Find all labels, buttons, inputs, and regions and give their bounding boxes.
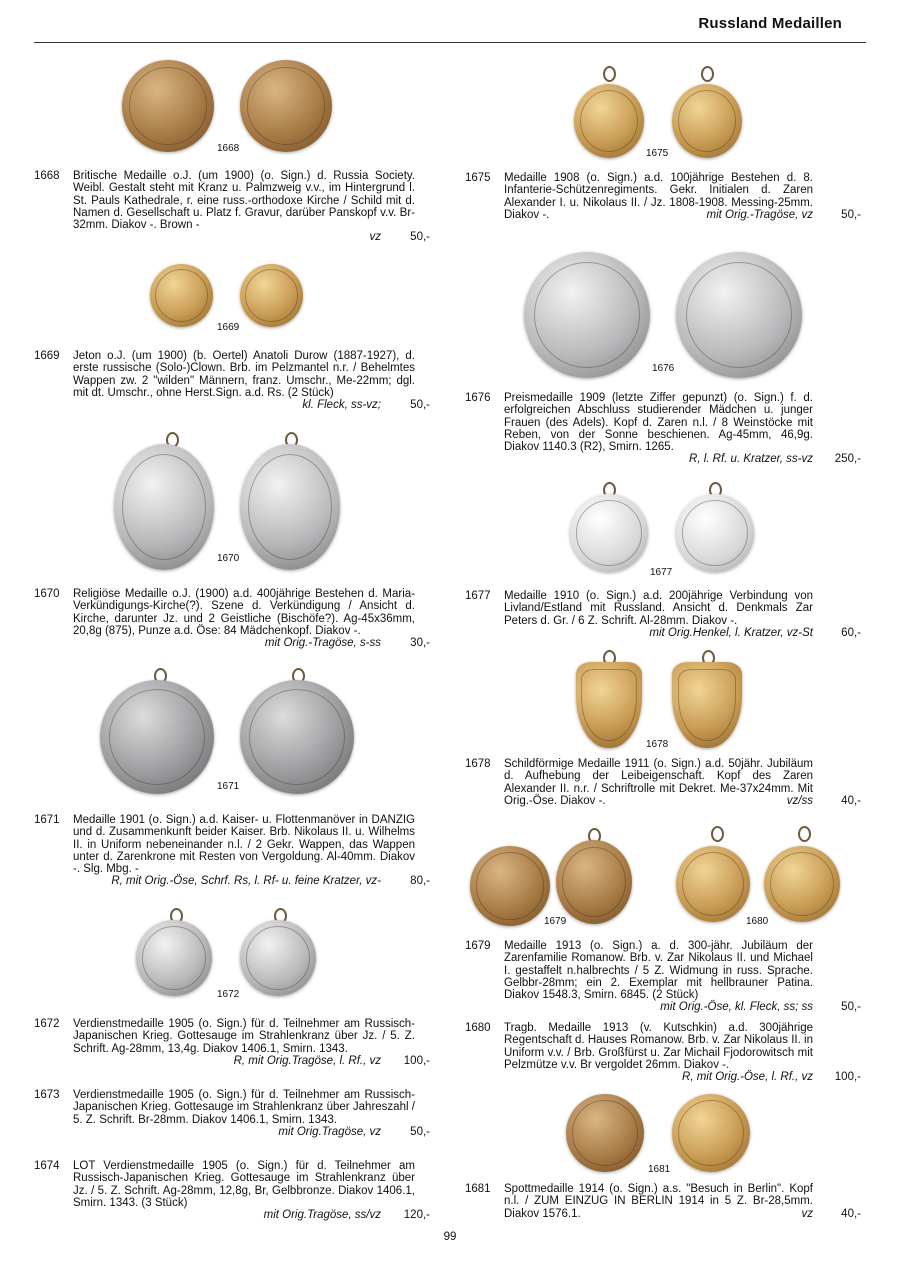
lot-number: 1676 xyxy=(465,392,491,404)
lot-number: 1671 xyxy=(34,814,60,826)
lot-description: Tragb. Medaille 1913 (v. Kutschkin) a.d. 300jährige Regentschaft d. Hauses Romanow. Brb. v. Zar Nikolaus II. in Uniform v.v. / Brb. Großfürst u. Zar Michail Fjodorowitsch mit Pelzmütze v.v. Br vergoldet 26mm. Diakov -. xyxy=(504,1022,813,1071)
lot-description: Verdienstmedaille 1905 (o. Sign.) für d. Teilnehmer am Russisch-Japanischen Krieg. Gottesauge im Strahlenkranz über Jahreszahl / 5. Z. Schrift. Br-28mm. Diakov 1406.1, Smirn. 1343. xyxy=(73,1089,415,1126)
lot-grade: mit Orig.Henkel, l. Kratzer, vz-St xyxy=(649,627,813,639)
lot-number: 1673 xyxy=(34,1089,60,1101)
lot-number: 1674 xyxy=(34,1160,60,1172)
medal-obverse xyxy=(122,60,214,152)
lot-image-label: 1679 xyxy=(544,916,567,927)
lot-image-label: 1680 xyxy=(746,916,769,927)
lot-description: Medaille 1901 (o. Sign.) a.d. Kaiser- u. Flottenmanöver in DANZIG und d. Zusammenkunft beider Kaiser. Brb. Nikolaus II. u. Wilhelms II. in Uniform nebeneinander n.l. / 2 Gekr. Wappen, das Wappen unter d. Zarenkrone mit Resten von Vergoldung. Al-40mm. Diakov -. Slg. Mbg. - xyxy=(73,814,415,876)
lot-grade: R, l. Rf. u. Kratzer, ss-vz xyxy=(689,453,813,465)
lot-description: Jeton o.J. (um 1900) (b. Oertel) Anatoli Durow (1887-1927), d. erste russische (Solo-)Clown. Brb. im Pelzmantel n.r. / Behelmtes Wappen zw. 2 "wilden" Männern, franz. Umschr., Me-22mm; dgl. mit dt. Umschr., ohne Herst.Sign. a.d. Rs. (2 Stück) xyxy=(73,350,415,399)
lot-price: 50,- xyxy=(410,1126,430,1138)
medal-reverse xyxy=(240,264,303,327)
lot-grade: mit Orig.-Tragöse, vz xyxy=(706,209,813,221)
lot-entry-1677 xyxy=(465,590,861,642)
lot-description: Verdienstmedaille 1905 (o. Sign.) für d. Teilnehmer am Russisch-Japanischen Krieg. Gottesauge im Strahlenkranz über Jz. / 5. Z. Schrift. Ag-28mm, 13,4g. Diakov 1406.1, Smirn. 1343. xyxy=(73,1018,415,1055)
lot-image-label: 1676 xyxy=(652,363,675,374)
medal-reverse xyxy=(672,84,742,158)
lot-entry-1672 xyxy=(34,1018,430,1070)
lot-number: 1675 xyxy=(465,172,491,184)
medal-reverse xyxy=(556,840,632,924)
lot-entry-1669 xyxy=(34,350,430,414)
lot-grade: R, mit Orig.-Öse, l. Rf., vz xyxy=(682,1071,813,1083)
lot-entry-1670 xyxy=(34,588,430,652)
lot-description: Spottmedaille 1914 (o. Sign.) a.s. "Besuch in Berlin". Kopf n.l. / ZUM EINZUG IN BERLIN 1914 in 5 Z. Br-28,5mm. Diakov 1576.1. xyxy=(504,1183,813,1220)
lot-entry-1676 xyxy=(465,392,861,468)
lot-entry-1673 xyxy=(34,1089,430,1141)
lot-entry-1675 xyxy=(465,172,861,224)
lot-description: LOT Verdienstmedaille 1905 (o. Sign.) für d. Teilnehmer am Russisch-Japanischen Krieg. Gottesauge im Strahlenkranz über Jz. / 5. Z. Schrift. Ag-28mm, 12,8g, Br, Gelbbronze. Diakov 1406.1, Smirn. 1343. (3 Stück) xyxy=(73,1160,415,1209)
lot-grade: mit Orig.-Öse, kl. Fleck, ss; ss xyxy=(660,1001,813,1013)
lot-grade: vz xyxy=(369,231,381,243)
eyelet-icon xyxy=(798,826,811,842)
lot-description: Medaille 1910 (o. Sign.) a.d. 200jährige Verbindung von Livland/Estland mit Russland. Ansicht d. Denkmals Zar Peters d. Gr. / 6 Z. Schrift. Al-28mm. Diakov -. xyxy=(504,590,813,627)
medal-obverse xyxy=(100,680,214,794)
lot-number: 1668 xyxy=(34,170,60,182)
lot-price: 50,- xyxy=(410,399,430,411)
lot-entry-1679 xyxy=(465,940,861,1016)
eyelet-icon xyxy=(711,826,724,842)
medal-obverse xyxy=(576,662,642,748)
lot-entry-1668 xyxy=(34,170,430,245)
medal-obverse xyxy=(470,846,550,926)
lot-description: Preismedaille 1909 (letzte Ziffer gepunzt) (o. Sign.) f. d. erfolgreichen Abschluss studierender Mädchen u. junger Frauen (des Adels). Kopf d. Zaren n.l. / 8 Weinstöcke mit Reben, von der Sonne beschienen. Ag-45mm, 46,9g. Diakov 1140.3 (R2), Smirn. 1265. xyxy=(504,392,813,454)
lot-description: Britische Medaille o.J. (um 1900) (o. Sign.) d. Russia Society. Weibl. Gestalt steht mit Kranz u. Palmzweig v.v., im Hintergrund l. St. Pauls Kathedrale, r. eine russ.-orthodoxe Kirche / Schild mit d. Namen d. Gesellschaft u. Platz f. Gravur, darüber Panskopf v.v. Br-32mm. Diakov -. Brown - xyxy=(73,170,415,232)
lot-image-label: 1678 xyxy=(646,739,669,750)
lot-entry-1678 xyxy=(465,758,861,810)
lot-grade: kl. Fleck, ss-vz; xyxy=(302,399,381,411)
lot-image-label: 1677 xyxy=(650,567,673,578)
medal-reverse xyxy=(676,252,802,378)
lot-number: 1677 xyxy=(465,590,491,602)
lot-entry-1680 xyxy=(465,1022,861,1086)
lot-entry-1671 xyxy=(34,814,430,890)
medal-obverse xyxy=(524,252,650,378)
lot-price: 30,- xyxy=(410,637,430,649)
lot-image-label: 1670 xyxy=(217,553,240,564)
lot-price: 60,- xyxy=(841,627,861,639)
medal-obverse xyxy=(150,264,213,327)
lot-entry-1674 xyxy=(34,1160,430,1224)
medal-reverse xyxy=(240,444,340,570)
medal-reverse xyxy=(240,60,332,152)
eyelet-icon xyxy=(701,66,714,82)
lot-grade: vz/ss xyxy=(786,795,813,807)
lot-price: 40,- xyxy=(841,795,861,807)
lot-price: 50,- xyxy=(410,231,430,243)
medal-obverse xyxy=(676,846,750,922)
lot-price: 100,- xyxy=(403,1055,430,1067)
lot-grade: mit Orig.Tragöse, ss/vz xyxy=(263,1209,381,1221)
lot-description: Medaille 1908 (o. Sign.) a.d. 100jährige Bestehen d. 8. Infanterie-Schützenregiments. Gekr. Initialen d. Zaren Alexander I. u. Nikolaus II. / Jz. 1808-1908. Messing-25mm. Diakov -. xyxy=(504,172,813,221)
lot-grade: R, mit Orig.-Öse, Schrf. Rs, l. Rf- u. feine Kratzer, vz- xyxy=(111,875,381,887)
lot-image-label: 1675 xyxy=(646,148,669,159)
lot-price: 120,- xyxy=(403,1209,430,1221)
lot-image-label: 1672 xyxy=(217,989,240,1000)
medal-reverse xyxy=(672,1094,750,1172)
lot-grade: mit Orig.-Tragöse, s-ss xyxy=(264,637,381,649)
lot-number: 1669 xyxy=(34,350,60,362)
lot-number: 1672 xyxy=(34,1018,60,1030)
lot-price: 50,- xyxy=(841,209,861,221)
lot-price: 50,- xyxy=(841,1001,861,1013)
lot-grade: vz xyxy=(801,1208,813,1220)
lot-number: 1670 xyxy=(34,588,60,600)
lot-image-label: 1671 xyxy=(217,781,240,792)
lot-grade: R, mit Orig.Tragöse, l. Rf., vz xyxy=(233,1055,381,1067)
lot-price: 250,- xyxy=(834,453,861,465)
lot-grade: mit Orig.Tragöse, vz xyxy=(278,1126,381,1138)
lot-description: Medaille 1913 (o. Sign.) a. d. 300-jähr. Jubiläum der Zarenfamilie Romanow. Brb. v. Zar Nikolaus II. und Michael I. gestaffelt n.halbrechts / 5 Z. Widmung in russ. Sprache. Gelbbr-28mm; ein 2. Exemplar mit hellbrauner Patina. Diakov 1548.3, Smirn. 6845. (2 Stück) xyxy=(504,940,813,1002)
lot-description: Schildförmige Medaille 1911 (o. Sign.) a.d. 50jähr. Jubiläum d. Aufhebung der Leibeigenschaft. Kopf des Zaren Alexander II. n.r. / Schriftrolle mit Dekret. Me-37x24mm. Mit Orig.-Öse. Diakov -. xyxy=(504,758,813,807)
medal-reverse xyxy=(240,920,316,996)
lot-number: 1681 xyxy=(465,1183,491,1195)
medal-obverse xyxy=(570,494,648,572)
lot-image-label: 1669 xyxy=(217,322,240,333)
lot-image-label: 1668 xyxy=(217,143,240,154)
medal-obverse xyxy=(114,444,214,570)
medal-obverse xyxy=(136,920,212,996)
section-title: Russland Medaillen xyxy=(698,15,842,32)
medal-reverse xyxy=(676,494,754,572)
lot-image-label: 1681 xyxy=(648,1164,671,1175)
medal-reverse xyxy=(240,680,354,794)
lot-price: 40,- xyxy=(841,1208,861,1220)
medal-reverse xyxy=(672,662,742,748)
lot-entry-1681 xyxy=(465,1183,861,1223)
medal-obverse xyxy=(566,1094,644,1172)
lot-description: Religiöse Medaille o.J. (1900) a.d. 400jährige Bestehen d. Maria-Verkündigungs-Kirche(?). Szene d. Verkündigung / Ansicht d. Kirche, darunter Jz. und 2 Geistliche (Bischöfe?). Ag-45x36mm, 20,8g (875), Punze a.d. Öse: 84 Mädchenkopf. Diakov -. xyxy=(73,588,415,637)
page-number: 99 xyxy=(443,1231,457,1243)
eyelet-icon xyxy=(603,66,616,82)
medal-obverse xyxy=(574,84,644,158)
medal-reverse xyxy=(764,846,840,922)
lot-number: 1679 xyxy=(465,940,491,952)
lot-number: 1680 xyxy=(465,1022,491,1034)
header-divider xyxy=(34,42,866,43)
lot-number: 1678 xyxy=(465,758,491,770)
lot-price: 100,- xyxy=(834,1071,861,1083)
lot-price: 80,- xyxy=(410,875,430,887)
